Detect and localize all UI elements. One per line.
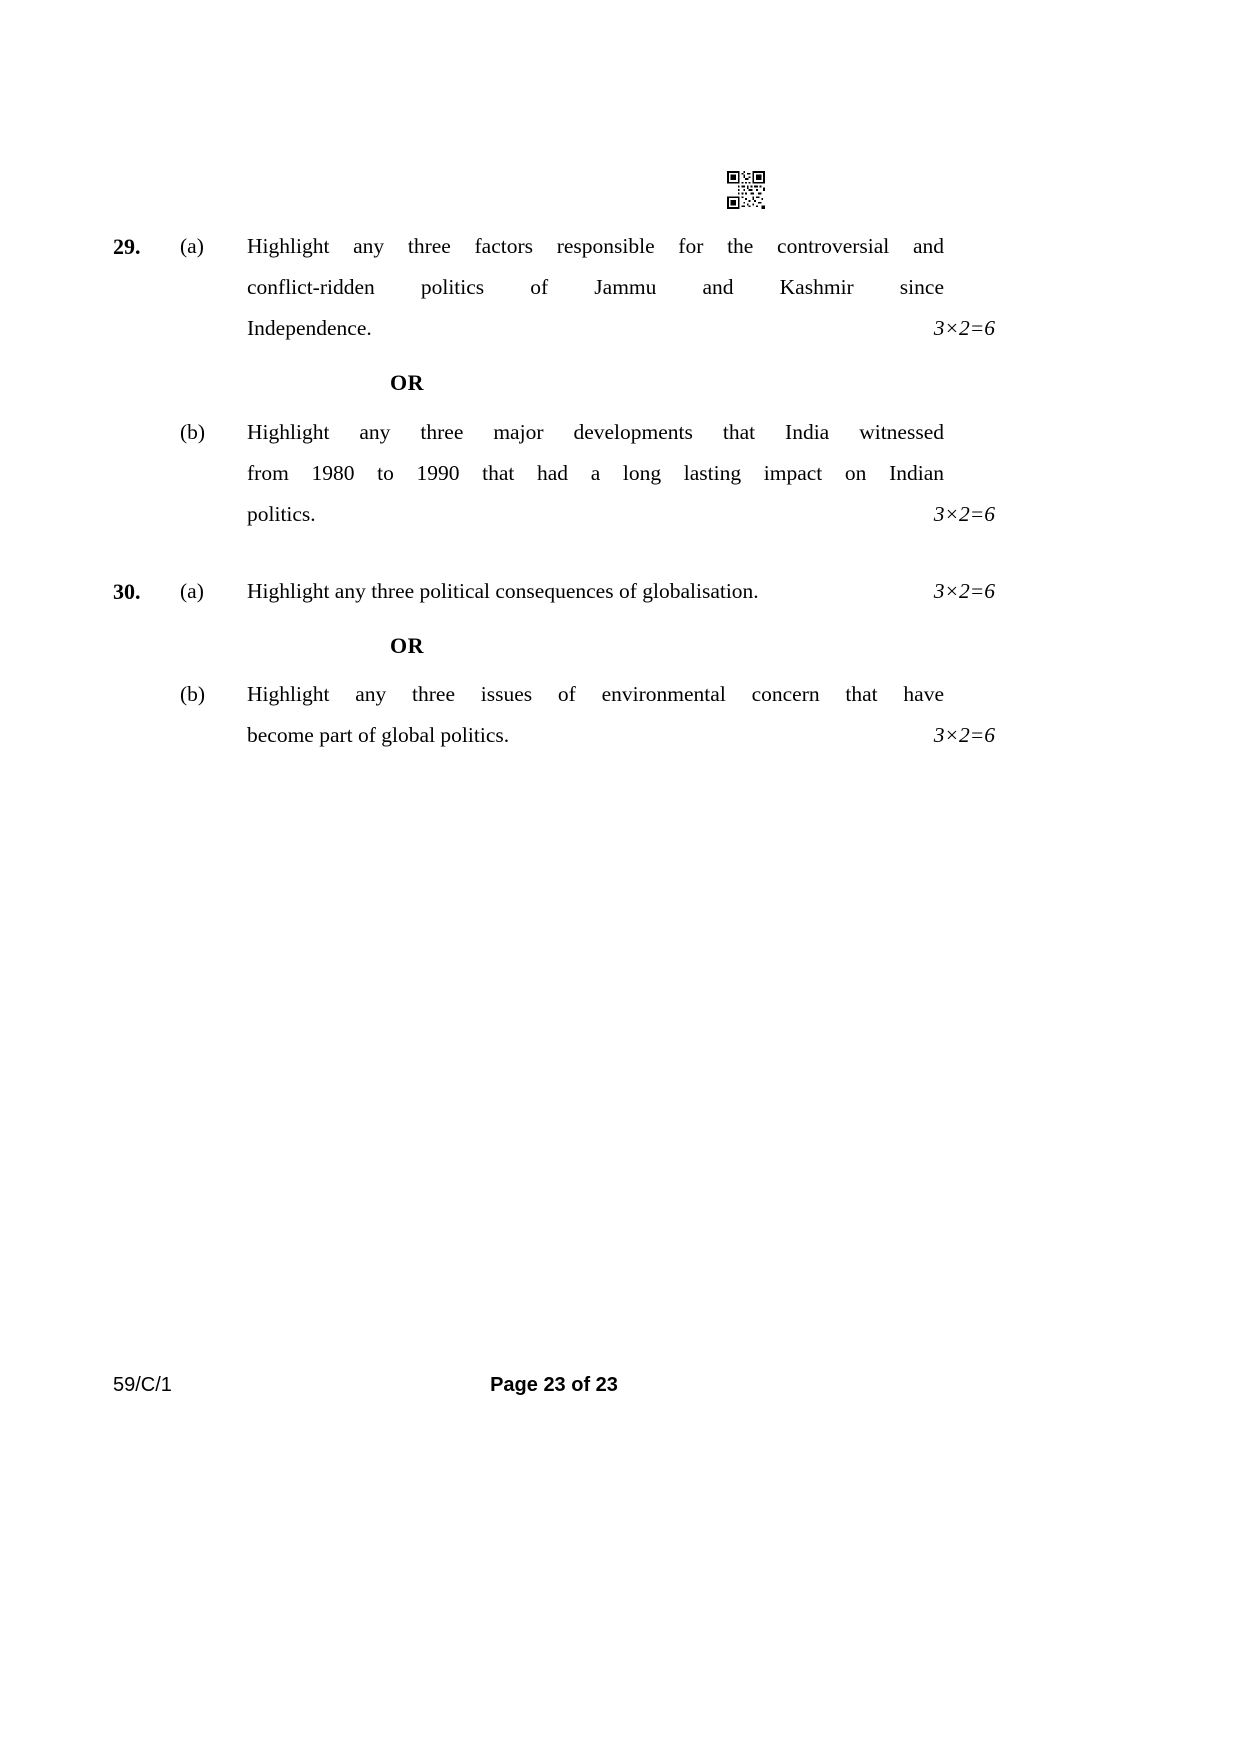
part-label: (a) xyxy=(180,234,204,258)
page-number: Page 23 of 23 xyxy=(490,1374,618,1396)
or-separator: OR xyxy=(390,370,424,395)
page-footer xyxy=(113,1371,995,1399)
question-30-part-b xyxy=(113,674,995,756)
question-30-part-a xyxy=(113,571,995,612)
part-label: (b) xyxy=(180,420,206,444)
or-separator: OR xyxy=(390,633,424,658)
question-text xyxy=(247,571,995,612)
question-text xyxy=(247,226,995,349)
marks-label: 3×2=6 xyxy=(933,502,995,526)
marks-label: 3×2=6 xyxy=(933,316,995,340)
part-label: (b) xyxy=(180,682,206,706)
question-29-part-b xyxy=(113,412,995,535)
question-text-line: Independence. xyxy=(247,316,372,340)
question-29-part-a xyxy=(113,226,995,349)
question-number: 30. xyxy=(113,579,141,604)
questions-area xyxy=(113,226,995,756)
paper-code: 59/C/1 xyxy=(113,1374,172,1396)
question-text-line: Highlight any three major developments that India witnessed xyxy=(247,420,944,444)
question-text-line: Highlight any three political consequences of globalisation. xyxy=(247,579,759,603)
marks-label: 3×2=6 xyxy=(933,723,995,747)
question-text-line: from 1980 to 1990 that had a long lasting impact on Indian xyxy=(247,461,944,485)
qr-code-icon xyxy=(727,171,765,209)
question-number: 29. xyxy=(113,234,141,259)
question-text-line: Highlight any three factors responsible for the controversial and xyxy=(247,234,944,258)
question-text-line: become part of global politics. xyxy=(247,723,510,747)
question-text-line: Highlight any three issues of environmental concern that have xyxy=(247,682,944,706)
question-text-line: politics. xyxy=(247,502,316,526)
question-text-line: conflict-ridden politics of Jammu and Kashmir since xyxy=(247,275,944,299)
question-text xyxy=(247,412,995,535)
marks-label: 3×2=6 xyxy=(933,579,995,603)
part-label: (a) xyxy=(180,579,204,603)
question-text xyxy=(247,674,995,756)
